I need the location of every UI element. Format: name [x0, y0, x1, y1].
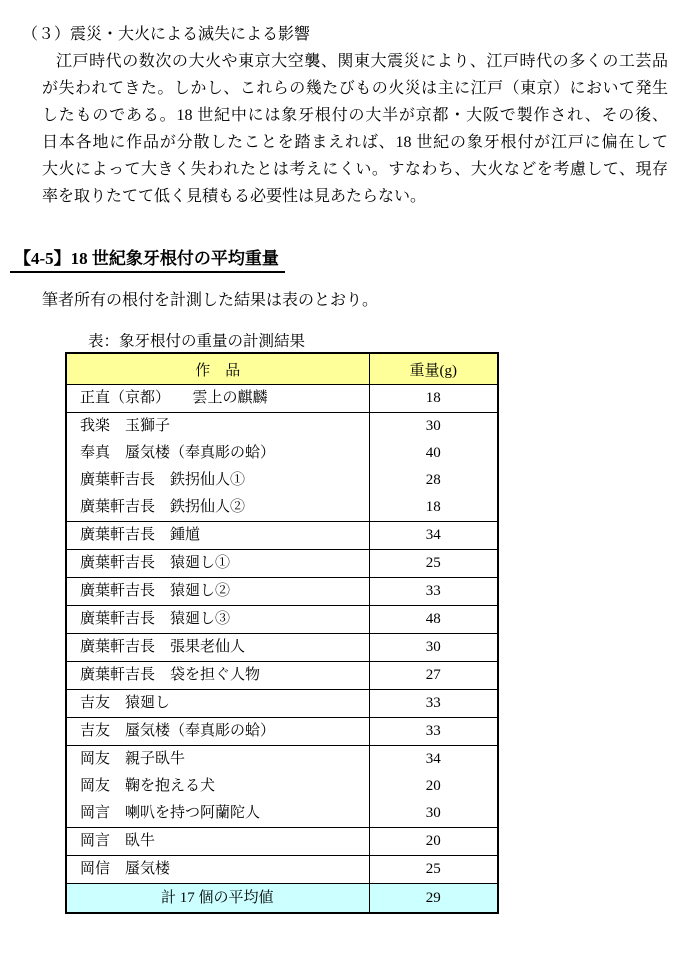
item-name-cell: 正直（京都） 雲上の麒麟 [66, 385, 369, 413]
weight-value-cell: 20 [425, 778, 441, 794]
weight-value-cell: 27 [369, 662, 498, 690]
item-name-cell: 奉真 蜃気楼（奉真彫の蛤） [66, 440, 369, 467]
table-row [66, 856, 498, 884]
table-row [66, 800, 498, 828]
section-heading-4-5: 【4-5】18 世紀象牙根付の平均重量 [10, 244, 285, 273]
item-name-cell: 岡言 喇叭を持つ阿蘭陀人 [66, 800, 369, 828]
weight-value-cell: 30 [369, 634, 498, 662]
paragraph-line: 日本各地に作品が分散したことを踏まえれば、18 世紀の象牙根付が江戸に偏在して [42, 134, 668, 151]
column-header-weight: 重量(g) [369, 353, 498, 385]
item-name-cell: 廣葉軒吉長 猿廻し② [66, 578, 369, 606]
table-row [66, 828, 498, 856]
item-name-cell: 岡言 臥牛 [66, 828, 369, 856]
table-row [66, 440, 498, 467]
weight-value-cell: 33 [369, 718, 498, 746]
weight-value-cell: 48 [369, 606, 498, 634]
item-name-cell: 吉友 蜃気楼（奉真彫の蛤） [66, 718, 369, 746]
paragraph-line: 江戸時代の数次の大火や東京大空襲、関東大震災により、江戸時代の多くの工芸品 [56, 53, 668, 70]
summary-label-cell: 計 17 個の平均値 [66, 884, 369, 914]
item-name-cell: 吉友 猿廻し [66, 690, 369, 718]
paragraph-line: が失われてきた。しかし、これらの幾たびもの火災は主に江戸（東京）において発生 [42, 80, 668, 97]
table-row [66, 634, 498, 662]
table-row [66, 494, 498, 522]
summary-value-cell: 29 [369, 884, 498, 914]
item-name-cell: 廣葉軒吉長 袋を担ぐ人物 [66, 662, 369, 690]
table-row [66, 467, 498, 494]
item-name-cell: 岡友 親子臥牛 [66, 746, 369, 774]
weight-value-cell: 30 [369, 800, 498, 828]
table-row [66, 690, 498, 718]
table-row [66, 550, 498, 578]
item-name-cell: 廣葉軒吉長 鉄拐仙人② [66, 494, 369, 522]
weight-value-cell: 34 [369, 522, 498, 550]
weight-value-cell: 18 [369, 385, 498, 413]
intro-sentence: 筆者所有の根付を計測した結果は表のとおり。 [42, 292, 379, 309]
section-heading-3: （３）震災・大火による滅失による影響 [22, 26, 311, 43]
weight-value-cell: 40 [425, 445, 441, 461]
item-name-cell: 岡信 蜃気楼 [66, 856, 369, 884]
table-row [66, 413, 498, 441]
item-name-cell: 廣葉軒吉長 鉄拐仙人① [66, 467, 369, 494]
weight-value-cell: 33 [369, 578, 498, 606]
table-row [66, 578, 498, 606]
table-row [66, 746, 498, 774]
weight-value-cell: 25 [369, 856, 498, 884]
table-header-row [66, 353, 498, 385]
paragraph-line: 大火によって大きく失われたとは考えにくい。すなわち、大火などを考慮して、現存 [42, 161, 668, 178]
weight-value-cell: 33 [369, 690, 498, 718]
table-row [66, 385, 498, 413]
measurement-table [65, 352, 499, 914]
table-row [66, 718, 498, 746]
weight-value-cell: 30 [425, 418, 441, 434]
table-row [66, 773, 498, 800]
table-row [66, 662, 498, 690]
column-header-item: 作 品 [66, 353, 369, 385]
table-row [66, 522, 498, 550]
weight-value-cell: 34 [425, 751, 441, 767]
summary-row [66, 884, 498, 914]
item-name-cell: 廣葉軒吉長 猿廻し③ [66, 606, 369, 634]
weight-value-cell: 20 [369, 828, 498, 856]
weight-value-cell: 25 [369, 550, 498, 578]
item-name-cell: 岡友 鞠を抱える犬 [66, 773, 369, 800]
item-name-cell: 廣葉軒吉長 猿廻し① [66, 550, 369, 578]
measurement-table-body [66, 385, 498, 884]
weight-value-cell: 18 [369, 494, 498, 522]
paragraph-line: したものである。18 世紀中には象牙根付の大半が京都・大阪で製作され、その後、 [42, 107, 668, 124]
item-name-cell: 廣葉軒吉長 張果老仙人 [66, 634, 369, 662]
paragraph-line: 率を取りたてて低く見積もる必要性は見あたらない。 [42, 188, 427, 205]
weight-value-cell: 28 [425, 472, 441, 488]
table-row [66, 606, 498, 634]
table-caption: 表：象牙根付の重量の計測結果 [88, 333, 306, 350]
body-paragraph [42, 48, 668, 210]
item-name-cell: 廣葉軒吉長 鍾馗 [66, 522, 369, 550]
item-name-cell: 我楽 玉獅子 [66, 413, 369, 441]
